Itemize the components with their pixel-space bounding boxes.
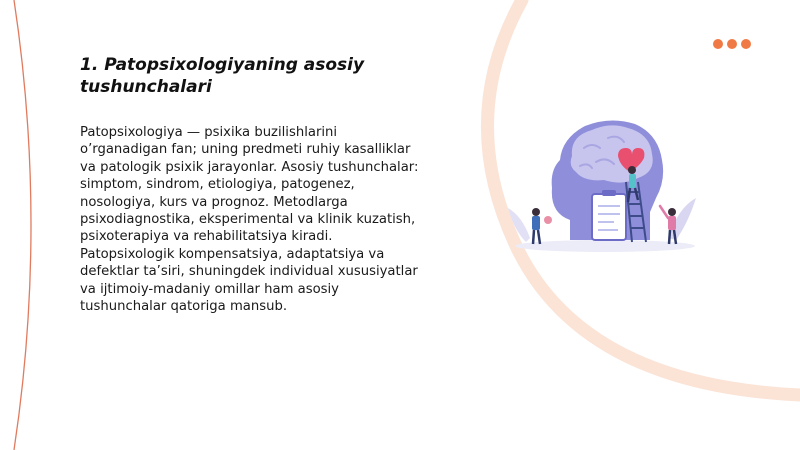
person-left-icon — [532, 208, 552, 244]
slide-body-text: Patopsixologiya — psixika buzilishlarini o’rganadigan fan; uning predmeti ruhiy kasalliklar va patologik psixik jarayonlar. Asosiy tushunchalar: simptom, sindrom, etiologiya, patogenez, nosologiya, kurs va prognoz. Metodlarga psixodiagnostika, eksperimental va klinik kuzatish, psixoterapiya va rehabilitatsiya kiradi. Patopsixologik kompensatsiya, adaptatsiya va defektlar ta’siri, shuningdek individual xususiyatlar va ijtimoiy-madaniy omillar ham asosiy tushunchalar qatoriga mansub. — [80, 125, 419, 315]
dot — [741, 39, 751, 49]
brain-head-illustration — [500, 108, 720, 258]
dot — [713, 39, 723, 49]
clipboard-clip — [602, 190, 616, 196]
left-curve-line — [14, 0, 31, 450]
plant-leaf — [508, 208, 530, 242]
dot — [727, 39, 737, 49]
clipboard-icon — [592, 194, 626, 240]
three-dots-menu-icon — [713, 39, 751, 49]
slide-title: 1. Patopsixologiyaning asosiy tushunchalari — [80, 55, 365, 97]
